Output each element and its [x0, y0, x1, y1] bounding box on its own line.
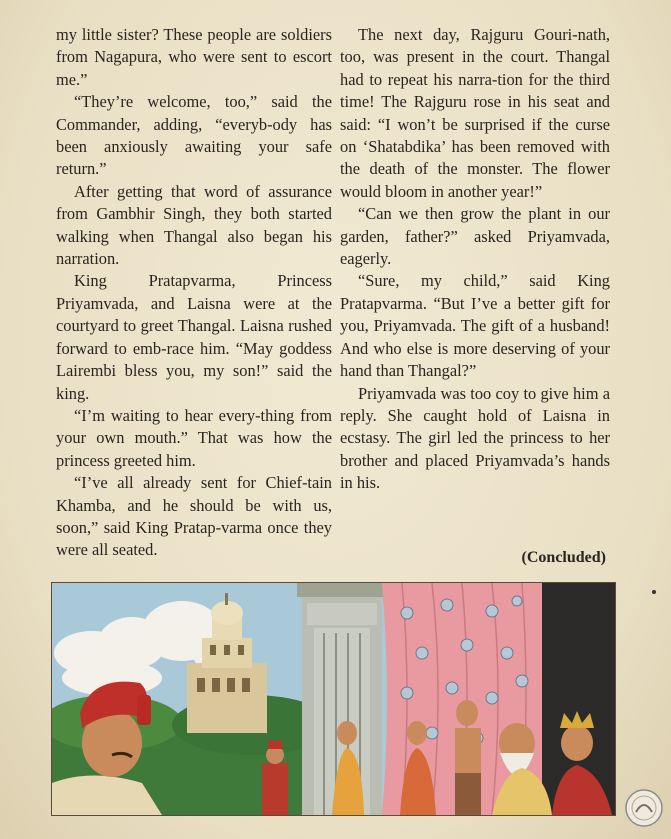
paragraph: my little sister? These people are soldiers from Nagapura, who were sent to escort me.”	[56, 25, 332, 89]
story-column-right	[340, 24, 610, 495]
print-speck	[652, 590, 656, 594]
court-scene-image	[52, 583, 615, 815]
paragraph: “I’m waiting to hear every-thing from your own mouth.” That was how the princess greeted him.	[56, 405, 332, 470]
story-illustration	[51, 582, 616, 816]
paragraph: The next day, Rajguru Gouri-nath, too, was present in the court. Thangal had to repeat his narra-tion for the third time! The Rajguru rose in his seat and said: “I won’t be surprised if the curse on ‘Shatabdika’ has been removed with the death of the monster. The flower would bloom in another year!”	[340, 25, 610, 201]
story-column-left	[56, 24, 332, 562]
publisher-stamp-icon	[623, 788, 665, 828]
concluded-label: (Concluded)	[521, 549, 606, 566]
paragraph: Priyamvada was too coy to give him a reply. She caught hold of Laisna in ecstasy. The girl led the princess to her brother and placed Priyamvada’s hands in his.	[340, 383, 610, 493]
paragraph: “They’re welcome, too,” said the Commander, adding, “everyb-ody has been anxiously awaiting your safe return.”	[56, 92, 332, 179]
paragraph: King Pratapvarma, Princess Priyamvada, and Laisna were at the courtyard to greet Thangal. Laisna rushed forward to emb-race him. “May goddess Lairembi bless you, my son!” said the king.	[56, 271, 332, 403]
paragraph: “Sure, my child,” said King Pratapvarma. “But I’ve a better gift for you, Priyamvada. The gift of a husband! And who else is more deserving of your hand than Thangal?”	[340, 271, 610, 381]
paragraph: “Can we then grow the plant in our garden, father?” asked Priyamvada, eagerly.	[340, 204, 610, 269]
paragraph: “I’ve all already sent for Chief-tain Khamba, and he should be with us, soon,” said King Pratap-varma once they were all seated.	[56, 473, 332, 560]
paragraph: After getting that word of assurance from Gambhir Singh, they both started walking when Thangal also began his narration.	[56, 181, 332, 269]
